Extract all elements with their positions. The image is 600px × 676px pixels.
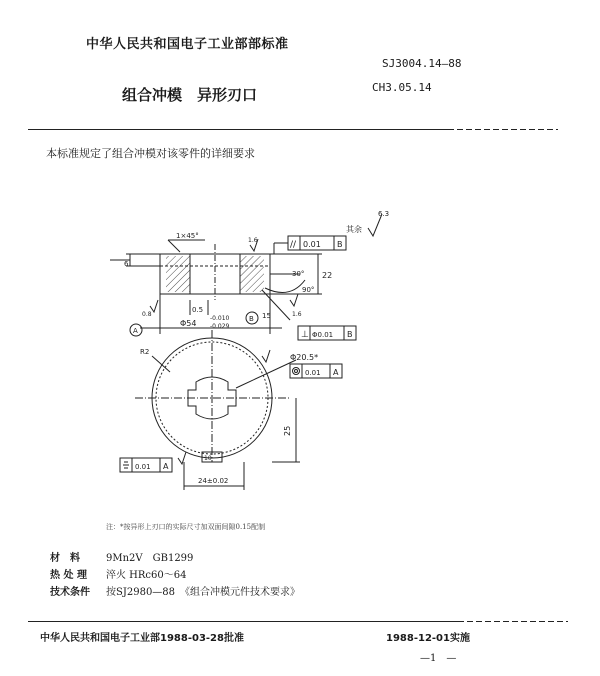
spec-label-heat: 热 处 理 [50, 570, 87, 581]
issuer-heading: 中华人民共和国电子工业部部标准 [86, 37, 289, 52]
perp-symbol: ⊥ [301, 330, 309, 340]
dim-r2: R2 [140, 348, 150, 356]
dim-15: 15 [262, 312, 271, 320]
datum-a: A [133, 327, 138, 335]
parallel-value: 0.01 [303, 240, 321, 249]
rough-08: 0.8 [142, 311, 152, 318]
label-rest-value: 6.3 [378, 210, 390, 218]
perp-value: Φ0.01 [312, 331, 334, 339]
spec-label-material: 材 料 [50, 553, 80, 564]
dim-24: 24±0.02 [198, 477, 229, 485]
standard-number: SJ3004.14—88 [382, 57, 462, 70]
rough-16a: 1.6 [248, 237, 258, 244]
dim-22: 22 [322, 271, 333, 280]
spec-value-material: 9Mn2V GB1299 [106, 553, 194, 564]
section-view [110, 236, 356, 340]
spec-value-heat: 淬火 HRc60～64 [106, 570, 187, 581]
dim-05: 0.5 [192, 306, 204, 314]
parallel-symbol: // [290, 240, 297, 250]
conc-value: 0.01 [305, 369, 321, 377]
sym-value: 0.01 [135, 463, 151, 471]
footer-rule [28, 621, 458, 622]
drawing-note: 注：*按异形上刃口的实际尺寸加双面间隙0.15配制 [106, 523, 266, 531]
conc-datum: A [333, 368, 339, 377]
datum-b: B [249, 315, 254, 323]
sym-datum: A [163, 462, 169, 471]
intro-text: 本标准规定了组合冲模对该零件的详细要求 [46, 147, 255, 160]
dim-25: 25 [283, 425, 292, 436]
dim-phi54-tol-top: -0.010 [210, 315, 230, 322]
spec-value-tech: 按SJ2980—88 《组合冲模元件技术要求》 [106, 587, 301, 598]
dim-phi54-tol-bot: -0.029 [210, 323, 230, 330]
dim-6: 6 [124, 260, 129, 268]
effective-date: 1988-12-01实施 [386, 633, 470, 644]
label-chamfer: 1×45° [176, 232, 199, 240]
dim-10: 10 [204, 455, 212, 462]
dim-90: 90° [302, 286, 315, 294]
perp-datum: B [347, 330, 353, 339]
parallel-datum: B [337, 240, 343, 249]
header-rule [28, 129, 448, 130]
approval-text: 中华人民共和国电子工业部1988-03-28批准 [40, 633, 244, 644]
dim-30: 30° [292, 270, 305, 278]
page-number: —1 — [420, 653, 457, 664]
standard-code: CH3.05.14 [372, 81, 432, 94]
page-title: 组合冲模 异形刃口 [122, 86, 258, 104]
technical-drawing [0, 200, 600, 580]
rough-16b: 1.6 [292, 311, 302, 318]
footer-rule-dash [458, 621, 568, 622]
dim-phi54: Φ54 [180, 319, 197, 328]
dim-phi205: Φ20.5* [290, 353, 319, 362]
header-rule-dash [448, 129, 558, 130]
label-rest: 其余 [346, 225, 362, 234]
spec-label-tech: 技术条件 [50, 587, 90, 598]
